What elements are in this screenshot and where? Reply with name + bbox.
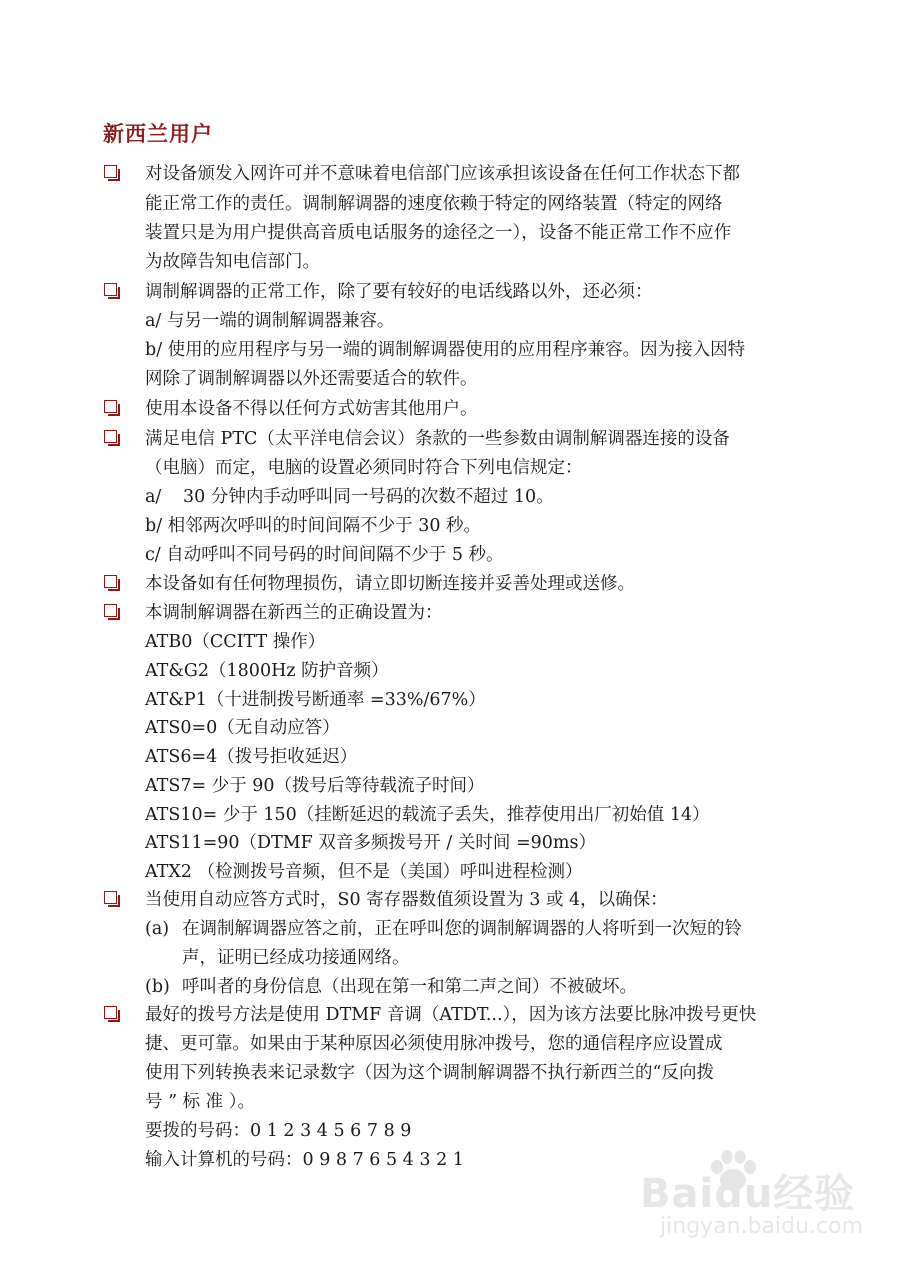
- paragraph-line: 装置只是为用户提供高音质电话服务的途径之一），设备不能正常工作不应作: [145, 223, 732, 243]
- watermark-brand: Baidu经验: [640, 1171, 856, 1217]
- at-command-line: ATS0=0（无自动应答）: [145, 718, 340, 738]
- sub-item: [145, 973, 637, 998]
- dial-number-row: 要拨的号码：0 1 2 3 4 5 6 7 8 9: [145, 1121, 412, 1141]
- checkbox-bullet-icon: [104, 165, 117, 178]
- sub-item: a/ 与另一端的调制解调器兼容。: [145, 311, 395, 331]
- sub-item-continuation: 声，证明已经成功接通网络。: [182, 948, 410, 968]
- at-command-line: AT&G2（1800Hz 防护音频）: [145, 661, 389, 681]
- paragraph-line: 能正常工作的责任。调制解调器的速度依赖于特定的网络装置（特定的网络: [145, 194, 723, 214]
- paragraph-line: 为故障告知电信部门。: [145, 252, 320, 272]
- sub-item: [145, 915, 742, 940]
- paragraph-line: 对设备颁发入网许可并不意味着电信部门应该承担该设备在任何工作状态下都: [145, 164, 740, 184]
- at-command-line: ATX2 （检测拨号音频，但不是（美国）呼叫进程检测）: [145, 862, 583, 882]
- sub-item-marker: (a): [145, 919, 170, 939]
- paragraph-line: 网除了调制解调器以外还需要适合的软件。: [145, 369, 478, 389]
- paragraph-line: 本设备如有任何物理损伤，请立即切断连接并妥善处理或送修。: [145, 574, 635, 594]
- paragraph-line: 调制解调器的正常工作，除了要有较好的电话线路以外，还必须：: [145, 282, 653, 302]
- sub-item-marker: a/: [145, 487, 162, 507]
- checkbox-bullet-icon: [104, 575, 117, 588]
- sub-item-text: 30 分钟内手动呼叫同一号码的次数不超过 10。: [183, 487, 554, 507]
- sub-item: b/ 相邻两次呼叫的时间间隔不少于 30 秒。: [145, 516, 482, 536]
- sub-item-marker: (b): [145, 977, 170, 997]
- section-title: 新西兰用户: [103, 122, 213, 146]
- paragraph-line: 本调制解调器在新西兰的正确设置为：: [145, 603, 443, 623]
- at-command-line: ATS6=4（拨号拒收延迟）: [145, 747, 358, 767]
- at-command-line: ATS11=90（DTMF 双音多频拨号开 / 关时间 =90ms）: [145, 833, 596, 853]
- at-command-line: ATB0（CCITT 操作）: [145, 632, 326, 652]
- checkbox-bullet-icon: [104, 430, 117, 443]
- at-command-line: AT&P1（十进制拨号断通率 =33%/67%）: [145, 690, 486, 710]
- paragraph-line: 号 ” 标 准 ）。: [145, 1092, 255, 1112]
- checkbox-bullet-icon: [104, 283, 117, 296]
- paragraph-line: 最好的拨号方法是使用 DTMF 音调（ATDT...），因为该方法要比脉冲拨号更快: [145, 1005, 757, 1025]
- computer-number-row: 输入计算机的号码：0 9 8 7 6 5 4 3 2 1: [145, 1150, 464, 1170]
- sub-item: c/ 自动呼叫不同号码的时间间隔不少于 5 秒。: [145, 545, 504, 565]
- paragraph-line: 使用本设备不得以任何方式妨害其他用户。: [145, 399, 478, 419]
- at-command-line: ATS10= 少于 150（挂断延迟的载流子丢失，推荐使用出厂初始值 14）: [145, 805, 710, 825]
- sub-item-text: 在调制解调器应答之前，正在呼叫您的调制解调器的人将听到一次短的铃: [182, 919, 742, 939]
- checkbox-bullet-icon: [104, 891, 117, 904]
- sub-item: [145, 483, 554, 508]
- paragraph-line: 满足电信 PTC（太平洋电信会议）条款的一些参数由调制解调器连接的设备: [145, 429, 730, 449]
- checkbox-bullet-icon: [104, 1006, 117, 1019]
- checkbox-bullet-icon: [104, 604, 117, 617]
- watermark-url: jingyan.baidu.com: [660, 1214, 864, 1239]
- sub-item: b/ 使用的应用程序与另一端的调制解调器使用的应用程序兼容。因为接入因特: [145, 340, 746, 360]
- at-command-line: ATS7= 少于 90（拨号后等待载流子时间）: [145, 776, 485, 796]
- sub-item-text: 呼叫者的身份信息（出现在第一和第二声之间）不被破坏。: [182, 977, 637, 997]
- paragraph-line: 捷、更可靠。如果由于某种原因必须使用脉冲拨号，您的通信程序应设置成: [145, 1034, 723, 1054]
- paragraph-line: 使用下列转换表来记录数字（因为这个调制解调器不执行新西兰的“反向拨: [145, 1063, 714, 1083]
- paragraph-line: （电脑）而定，电脑的设置必须同时符合下列电信规定：: [145, 458, 583, 478]
- paragraph-line: 当使用自动应答方式时，S0 寄存器数值须设置为 3 或 4，以确保：: [145, 890, 668, 910]
- checkbox-bullet-icon: [104, 400, 117, 413]
- baidu-watermark: [630, 1148, 870, 1258]
